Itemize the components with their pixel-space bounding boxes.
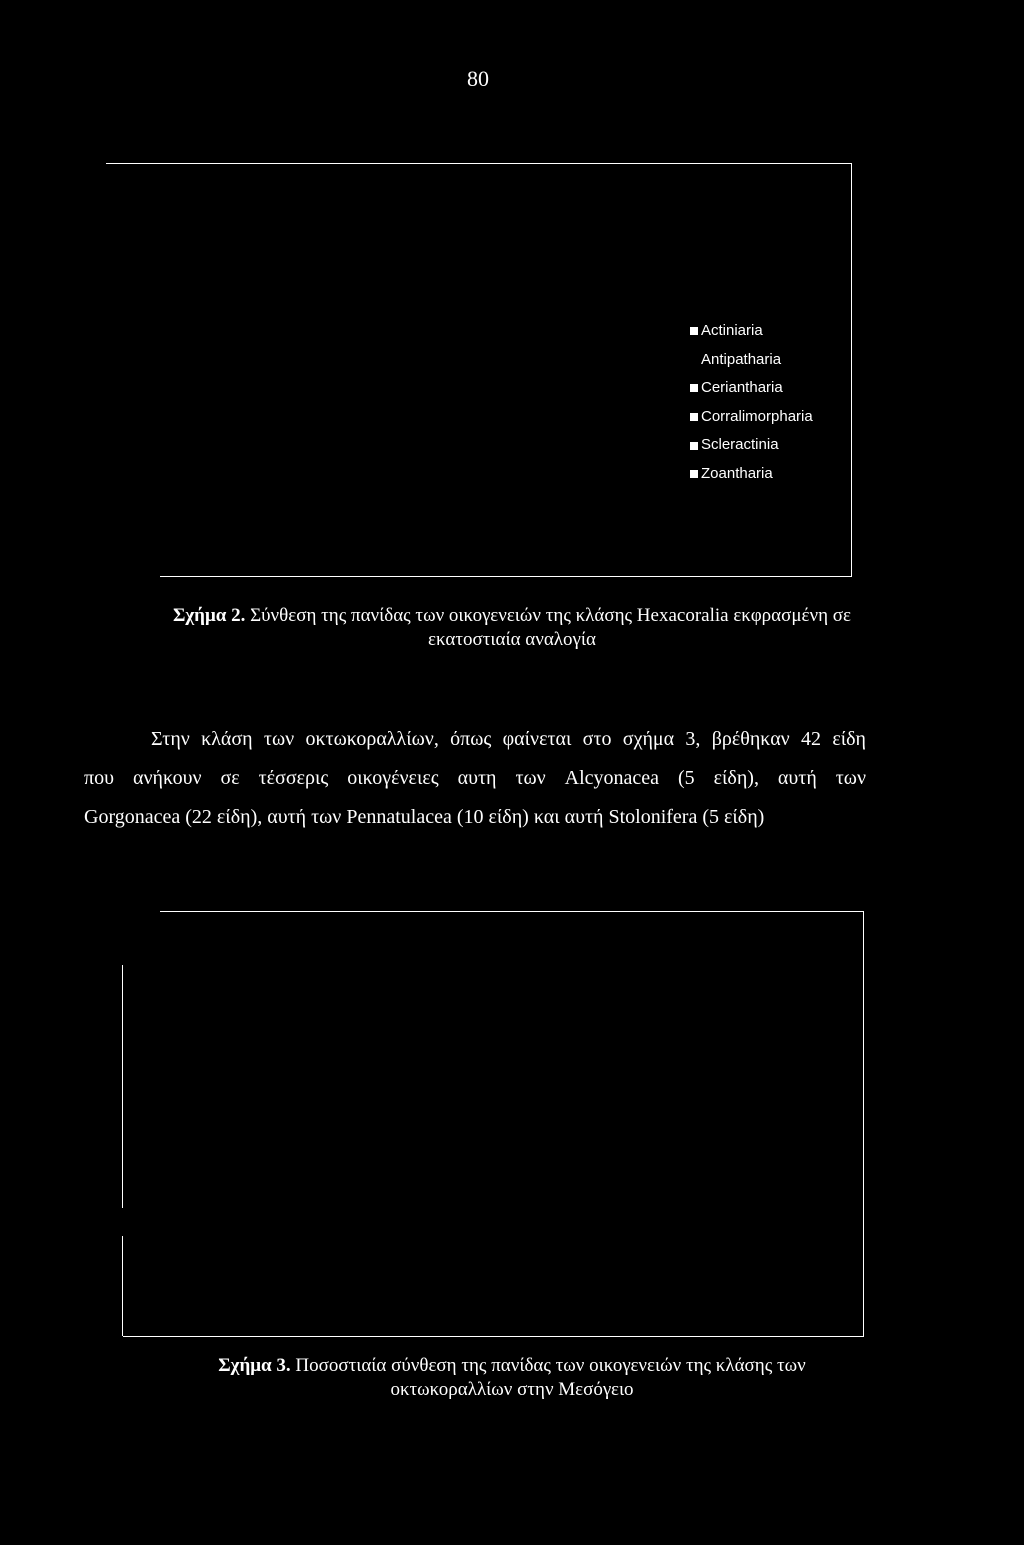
figure-3-caption-text-continued: οκτωκοραλλίων στην Μεσόγειο: [390, 1379, 634, 1400]
legend-item: [690, 403, 813, 432]
legend-swatch: [690, 442, 698, 450]
figure-2-caption-text: Σύνθεση της πανίδας των οικογενειών της κλάσης Hexacoralia εκφρασμένη σε: [250, 605, 852, 626]
figure-3-caption: [0, 1354, 1024, 1402]
figure-3-frame-top: [160, 911, 864, 912]
legend-label: Zoantharia: [701, 464, 773, 482]
figure-2-frame-right: [851, 163, 852, 577]
figure-3-frame-bottom: [123, 1336, 864, 1337]
legend-item: [690, 431, 813, 460]
figure-2-frame-top: [106, 163, 852, 164]
figure-2-caption-label: Σχήμα 2.: [172, 605, 246, 626]
legend-swatch: [690, 470, 698, 478]
paragraph-line: Gorgonacea (22 είδη), αυτή των Pennatulacea (10 είδη) και αυτή Stolonifera (5 είδη): [84, 806, 765, 828]
legend-label: Antipatharia: [701, 350, 782, 368]
legend-item: [690, 460, 813, 489]
figure-3-caption-label: Σχήμα 3.: [218, 1355, 291, 1376]
figure-2-frame-bottom: [160, 576, 852, 577]
legend-swatch: [690, 413, 698, 421]
figure-3-frame-right: [863, 911, 864, 1336]
page-number: 80: [467, 66, 489, 91]
legend-label: Scleractinia: [701, 436, 779, 454]
body-paragraph: [84, 720, 866, 837]
legend-label: Corralimorpharia: [701, 407, 813, 425]
legend-swatch: [690, 356, 698, 364]
legend-item: [690, 346, 813, 375]
legend-item: [690, 374, 813, 403]
figure-2-legend: [690, 317, 813, 489]
legend-item: [690, 317, 813, 346]
paragraph-line: που ανήκουν σε τέσσερις οικογένειες αυτη των Alcyonacea (5 είδη), αυτή των: [84, 767, 866, 789]
figure-3-frame-left: [122, 965, 123, 1208]
legend-label: Ceriantharia: [701, 379, 783, 397]
legend-swatch: [690, 384, 698, 392]
legend-label: Actiniaria: [701, 322, 763, 339]
paragraph-line: Στην κλάση των οκτωκοραλλίων, όπως φαίνεται στο σχήμα 3, βρέθηκαν 42 είδη: [151, 728, 866, 750]
legend-swatch: [690, 327, 698, 335]
figure-3-frame-left: [122, 1236, 123, 1336]
figure-2-caption-text-continued: εκατοστιαία αναλογία: [428, 629, 596, 650]
figure-3-caption-text: Ποσοστιαία σύνθεση της πανίδας των οικογενειών της κλάσης των: [295, 1355, 806, 1376]
figure-2-caption: [0, 604, 1024, 652]
